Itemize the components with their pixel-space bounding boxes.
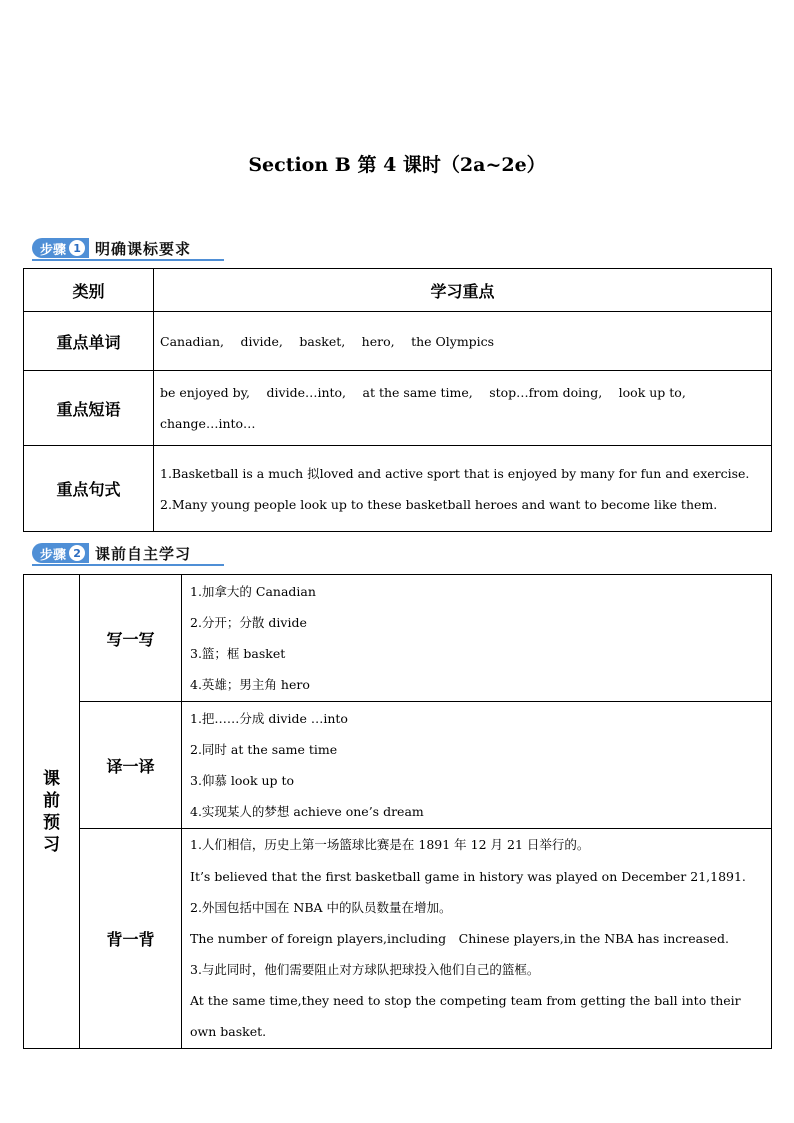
requirements-table (23, 268, 772, 532)
content-line: 1.Basketball is a much 拟loved and active sport that is enjoyed by many for fun and exercise. (160, 465, 750, 481)
table-row (24, 312, 772, 371)
step-1-header (32, 238, 191, 258)
step-2-badge-label: 步骤 (40, 547, 67, 563)
content-line: 2.外国包括中国在 NBA 中的队员数量在增加。 (190, 899, 452, 915)
side-label-text: 课前预习 (43, 768, 60, 855)
content-line: 1.人们相信，历史上第一场篮球比赛是在 1891 年 12 月 21 日举行的。 (190, 837, 590, 853)
category-phrases: 重点短语 (24, 371, 154, 446)
section-label-translate: 译一译 (80, 702, 182, 829)
content-line: Canadian, divide, basket, hero, the Olympics (160, 333, 495, 349)
content-line: own basket. (190, 1024, 267, 1040)
section-label-recite: 背一背 (80, 829, 182, 1049)
content-line: 3.篮；框 basket (190, 646, 286, 661)
content-line: 1.把……分成 divide …into (190, 710, 348, 726)
table-row (24, 371, 772, 446)
side-label (24, 575, 80, 1049)
step-1-title: 明确课标要求 (95, 239, 192, 258)
step-1-underline (32, 259, 224, 261)
step-2-underline (32, 564, 224, 566)
category-sentences: 重点句式 (24, 446, 154, 532)
content-line: 2.分开；分散 divide (190, 614, 307, 630)
step-1-badge-label: 步骤 (40, 242, 67, 258)
table-row (24, 702, 772, 829)
content-line: At the same time,they need to stop the competing team from getting the ball into their (190, 993, 741, 1009)
header-category: 类别 (24, 269, 154, 312)
content-line: It’s believed that the first basketball game in history was played on December 21,1891. (190, 868, 746, 884)
step-1-number: 1 (69, 240, 85, 256)
content-line: be enjoyed by, divide…into, at the same time, stop…from doing, look up to, (160, 385, 686, 400)
table-row (24, 575, 772, 702)
step-1-badge (32, 238, 89, 258)
content-line: The number of foreign players,including Chinese players,in the NBA has increased. (190, 930, 729, 946)
table-row (24, 829, 772, 1049)
content-line: 4.实现某人的梦想 achieve one’s dream (190, 804, 424, 820)
table-row (24, 446, 772, 532)
step-2-badge (32, 543, 89, 563)
content-line: 2.同时 at the same time (190, 741, 338, 757)
step-2-header (32, 543, 191, 563)
content-words (154, 312, 772, 371)
content-line: 1.加拿大的 Canadian (190, 583, 316, 599)
table-header-row (24, 269, 772, 312)
preview-table (23, 574, 772, 1049)
section-write-content (182, 575, 772, 702)
header-focus: 学习重点 (154, 269, 772, 312)
content-line: 3.与此同时，他们需要阻止对方球队把球投入他们自己的篮框。 (190, 962, 540, 978)
page-title: Section B 第 4 课时（2a~2e） (248, 154, 546, 176)
step-2-title: 课前自主学习 (95, 544, 192, 563)
content-line: 3.仰慕 look up to (190, 773, 295, 788)
section-translate-content (182, 702, 772, 829)
content-phrases (154, 371, 772, 446)
section-recite-content (182, 829, 772, 1049)
step-2-number: 2 (69, 545, 85, 561)
content-line: 4.英雄；男主角 hero (190, 677, 310, 693)
content-line: change…into… (160, 416, 256, 431)
content-sentences (154, 446, 772, 532)
content-line: 2.Many young people look up to these basketball heroes and want to become like them. (160, 496, 718, 512)
category-words: 重点单词 (24, 312, 154, 371)
section-label-write: 写一写 (80, 575, 182, 702)
